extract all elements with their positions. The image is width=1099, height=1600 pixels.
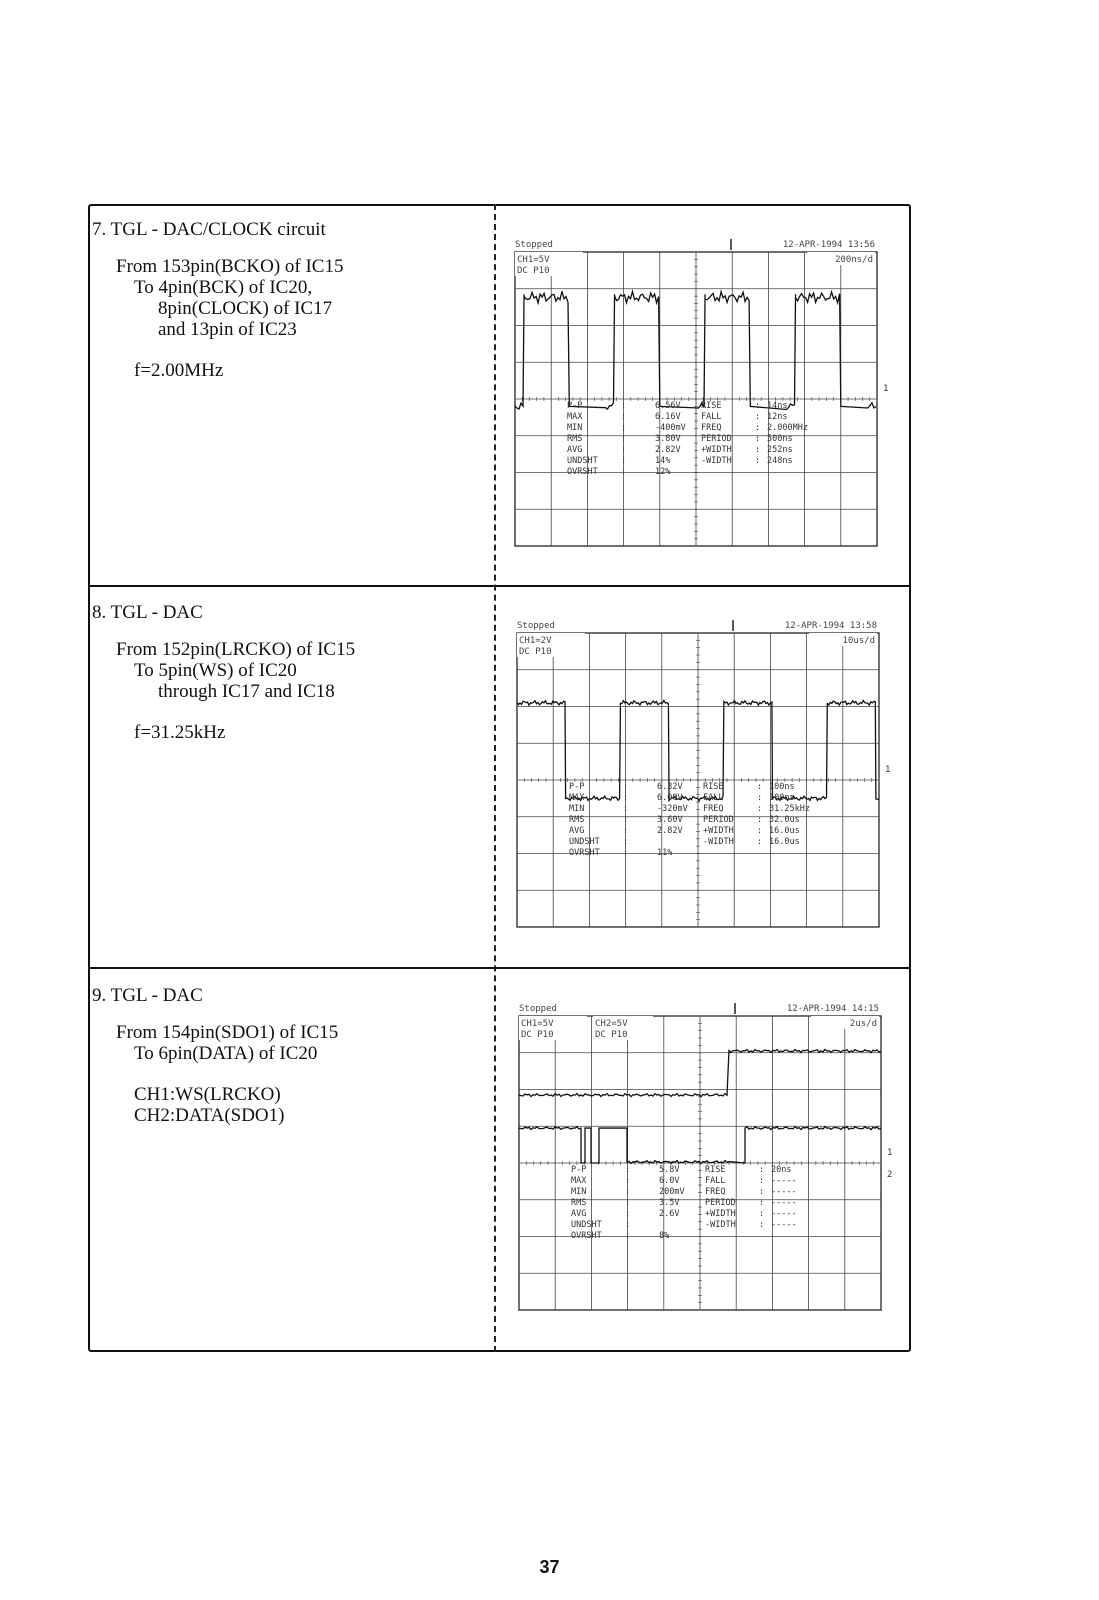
measurement-label: MAX xyxy=(571,1176,587,1186)
measurement-label: RISE xyxy=(705,1165,726,1175)
section-8-text xyxy=(92,602,356,743)
section-title: 8. TGL - DAC xyxy=(92,602,203,623)
coupling2-label: DC P10 xyxy=(595,1030,628,1040)
section-title: 9. TGL - DAC xyxy=(92,985,203,1006)
measurement-separator: : xyxy=(625,1187,631,1197)
measurement-separator: : xyxy=(759,1176,765,1186)
channel-label: CH1=5V xyxy=(521,1019,554,1029)
measurement-label: RISE xyxy=(701,401,722,411)
channel-ground-marker: 1 xyxy=(887,1148,893,1158)
measurement-value: 16.0us xyxy=(769,837,800,847)
measurement-label: P-P xyxy=(571,1165,587,1175)
measurement-label: MIN xyxy=(571,1187,587,1197)
measurement-separator: : xyxy=(621,456,627,466)
measurement-separator: : xyxy=(625,1198,631,1208)
measurement-separator: : xyxy=(625,1209,631,1219)
measurement-label: RMS xyxy=(567,434,583,444)
measurement-label: FREQ xyxy=(705,1187,726,1197)
connection-line: From 154pin(SDO1) of IC15 xyxy=(116,1022,339,1043)
measurement-separator: : xyxy=(625,1165,631,1175)
measurement-label: OVRSHT xyxy=(569,848,600,858)
measurement-value: 2.000MHz xyxy=(767,423,808,433)
measurement-value: 6.56V xyxy=(655,401,681,411)
measurement-label: FREQ xyxy=(701,423,722,433)
measurement-value: 252ns xyxy=(767,445,793,455)
scope-status: Stopped xyxy=(519,1004,557,1014)
measurement-value: ----- xyxy=(771,1198,797,1208)
connection-line: through IC17 and IC18 xyxy=(158,681,335,702)
measurement-value: 14% xyxy=(655,456,671,466)
measurement-value: 200mV xyxy=(659,1187,685,1197)
measurement-separator: : xyxy=(757,826,763,836)
measurement-separator: : xyxy=(755,456,761,466)
coupling-label: DC P10 xyxy=(519,647,552,657)
scope-datetime: 12-APR-1994 13:58 xyxy=(784,621,877,631)
measurement-label: PERIOD xyxy=(701,434,732,444)
measurement-separator: : xyxy=(755,445,761,455)
measurement-label: OVRSHT xyxy=(571,1231,602,1241)
connection-line: From 152pin(LRCKO) of IC15 xyxy=(116,639,356,660)
timebase-label: 10us/d xyxy=(842,636,875,646)
measurement-label: -WIDTH xyxy=(701,456,732,466)
measurement-separator: : xyxy=(759,1220,765,1230)
measurement-value: 32.0us xyxy=(769,815,800,825)
measurement-label: FREQ xyxy=(703,804,724,814)
section-divider-2 xyxy=(90,967,911,969)
measurement-separator: : xyxy=(755,412,761,422)
measurement-label: AVG xyxy=(571,1209,587,1219)
scope-status: Stopped xyxy=(517,621,555,631)
measurement-separator: : xyxy=(759,1198,765,1208)
measurement-value: 6.00V xyxy=(657,793,683,803)
measurement-label: MIN xyxy=(567,423,583,433)
connection-line: From 153pin(BCKO) of IC15 xyxy=(116,256,344,277)
measurement-value: 20ns xyxy=(771,1165,792,1175)
measurement-separator: : xyxy=(621,467,627,477)
timebase-label: 200ns/d xyxy=(835,255,873,265)
scope-datetime: 12-APR-1994 14:15 xyxy=(786,1004,879,1014)
measurement-value: 5.8V xyxy=(659,1165,680,1175)
measurement-separator: : xyxy=(757,837,763,847)
measurement-value: 12% xyxy=(655,467,671,477)
scope-display xyxy=(519,1000,901,1314)
measurement-label: RMS xyxy=(571,1198,587,1208)
measurement-value: 2.82V xyxy=(657,826,683,836)
measurement-value: 3.5V xyxy=(659,1198,680,1208)
measurement-separator: : xyxy=(759,1165,765,1175)
measurement-value: 6.16V xyxy=(655,412,681,422)
measurement-separator: : xyxy=(757,793,763,803)
measurement-separator: : xyxy=(625,1220,631,1230)
measurement-separator: : xyxy=(623,782,629,792)
section-divider-1 xyxy=(90,585,911,587)
measurement-label: OVRSHT xyxy=(567,467,598,477)
measurement-label: -WIDTH xyxy=(705,1220,736,1230)
measurement-label: PERIOD xyxy=(705,1198,736,1208)
measurement-label: MAX xyxy=(569,793,585,803)
measurement-label: +WIDTH xyxy=(703,826,734,836)
measurement-separator: : xyxy=(621,434,627,444)
measurement-label: MIN xyxy=(569,804,585,814)
measurement-label: PERIOD xyxy=(703,815,734,825)
measurement-value: 6.32V xyxy=(657,782,683,792)
measurement-value: ----- xyxy=(771,1209,797,1219)
note-line: f=2.00MHz xyxy=(134,360,224,381)
channel-label: CH1=2V xyxy=(519,636,552,646)
connection-line: 8pin(CLOCK) of IC17 xyxy=(158,298,333,319)
measurement-label: UNDSHT xyxy=(569,837,600,847)
measurement-value: 6.0V xyxy=(659,1176,680,1186)
measurement-separator: : xyxy=(621,412,627,422)
measurement-label: UNDSHT xyxy=(567,456,598,466)
measurement-separator: : xyxy=(759,1187,765,1197)
measurement-label: AVG xyxy=(569,826,585,836)
oscilloscope-section-9 xyxy=(519,1000,901,1314)
measurement-value: 100ns xyxy=(769,793,795,803)
measurement-value: ----- xyxy=(771,1220,797,1230)
connection-line: To 4pin(BCK) of IC20, xyxy=(134,277,313,298)
measurement-value: 16.0us xyxy=(769,826,800,836)
oscilloscope-section-8 xyxy=(517,617,899,931)
measurement-separator: : xyxy=(621,423,627,433)
scope-datetime: 12-APR-1994 13:56 xyxy=(782,240,875,250)
note-line: f=31.25kHz xyxy=(134,722,226,743)
measurement-value: ----- xyxy=(771,1176,797,1186)
measurement-label: AVG xyxy=(567,445,583,455)
scope-display xyxy=(515,236,897,550)
measurement-label: RISE xyxy=(703,782,724,792)
coupling-label: DC P10 xyxy=(521,1030,554,1040)
measurement-separator: : xyxy=(625,1231,631,1241)
measurement-value: -400mV xyxy=(655,423,686,433)
measurement-separator: : xyxy=(623,837,629,847)
note-line: CH2:DATA(SDO1) xyxy=(134,1105,285,1126)
measurement-label: +WIDTH xyxy=(701,445,732,455)
measurement-separator: : xyxy=(757,815,763,825)
measurement-separator: : xyxy=(757,804,763,814)
measurement-separator: : xyxy=(623,848,629,858)
measurement-separator: : xyxy=(623,804,629,814)
measurement-label: RMS xyxy=(569,815,585,825)
measurement-separator: : xyxy=(755,401,761,411)
timebase-label: 2us/d xyxy=(849,1019,877,1029)
coupling-label: DC P10 xyxy=(517,266,550,276)
measurement-value: 14ns xyxy=(767,401,788,411)
measurement-label: MAX xyxy=(567,412,583,422)
section-title: 7. TGL - DAC/CLOCK circuit xyxy=(92,219,326,240)
section-9-text xyxy=(92,985,339,1126)
measurement-separator: : xyxy=(755,434,761,444)
measurement-label: FALL xyxy=(703,793,724,803)
measurement-value: 3.80V xyxy=(655,434,681,444)
measurement-label: UNDSHT xyxy=(571,1220,602,1230)
measurement-label: FALL xyxy=(705,1176,726,1186)
measurement-value: 11% xyxy=(657,848,673,858)
connection-line: To 5pin(WS) of IC20 xyxy=(134,660,297,681)
measurement-separator: : xyxy=(621,401,627,411)
channel-label: CH1=5V xyxy=(517,255,550,265)
measurement-value: ----- xyxy=(771,1187,797,1197)
connection-line: To 6pin(DATA) of IC20 xyxy=(134,1043,318,1064)
measurement-separator: : xyxy=(755,423,761,433)
measurement-separator: : xyxy=(623,815,629,825)
oscilloscope-section-7 xyxy=(515,236,897,550)
measurement-value: -320mV xyxy=(657,804,688,814)
measurement-value: 3.60V xyxy=(657,815,683,825)
connection-line: and 13pin of IC23 xyxy=(158,319,297,340)
measurement-label: P-P xyxy=(567,401,583,411)
measurement-value: 8% xyxy=(659,1231,670,1241)
measurement-value: 100ns xyxy=(769,782,795,792)
scope-status: Stopped xyxy=(515,240,553,250)
measurement-value: 2.6V xyxy=(659,1209,680,1219)
channel-ground-marker: 2 xyxy=(887,1170,893,1180)
measurement-value: 12ns xyxy=(767,412,788,422)
measurement-value: 248ns xyxy=(767,456,793,466)
measurement-separator: : xyxy=(625,1176,631,1186)
measurement-separator: : xyxy=(623,826,629,836)
measurement-separator: : xyxy=(757,782,763,792)
measurement-separator: : xyxy=(623,793,629,803)
scope-display xyxy=(517,617,899,931)
measurement-separator: : xyxy=(759,1209,765,1219)
channel-ground-marker: 1 xyxy=(885,765,891,775)
measurement-value: 2.82V xyxy=(655,445,681,455)
channel2-label: CH2=5V xyxy=(595,1019,628,1029)
note-line: CH1:WS(LRCKO) xyxy=(134,1084,281,1105)
measurement-label: -WIDTH xyxy=(703,837,734,847)
measurement-separator: : xyxy=(621,445,627,455)
measurement-label: P-P xyxy=(569,782,585,792)
measurement-label: +WIDTH xyxy=(705,1209,736,1219)
measurement-value: 500ns xyxy=(767,434,793,444)
measurement-value: 31.25kHz xyxy=(769,804,810,814)
page-number: 37 xyxy=(539,1557,560,1577)
channel-ground-marker: 1 xyxy=(883,384,889,394)
measurement-label: FALL xyxy=(701,412,722,422)
section-7-text xyxy=(92,219,344,381)
column-divider xyxy=(494,204,496,1352)
